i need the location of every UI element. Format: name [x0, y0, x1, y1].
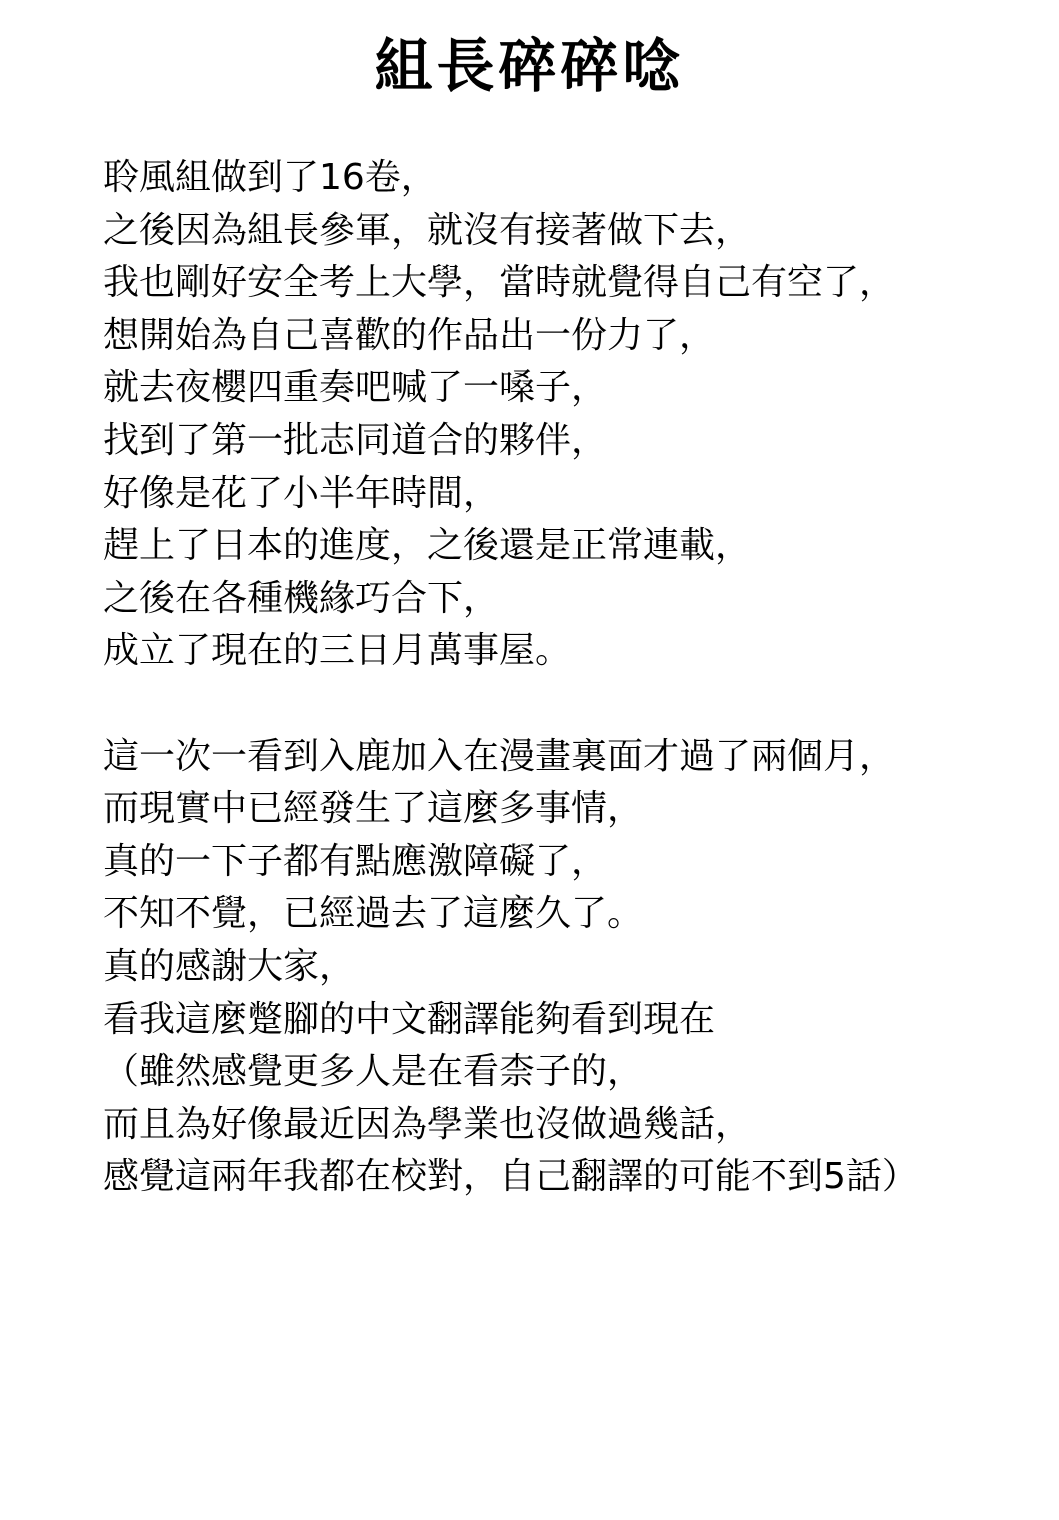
text-line: 而且為好像最近因為學業也沒做過幾話， [103, 1103, 752, 1145]
text-line: 感覺這兩年我都在校對，自己翻譯的可能不到5話） [103, 1156, 918, 1198]
text-line: 之後因為組長參軍，就沒有接著做下去， [103, 209, 752, 251]
text-line: 這一次一看到入鹿加入在漫畫裏面才過了兩個月， [103, 735, 896, 777]
paragraph-2 [103, 731, 1053, 1204]
text-line: 看我這麼蹩腳的中文翻譯能夠看到現在 [103, 998, 716, 1040]
text-line: 聆風組做到了16卷， [103, 157, 437, 198]
text-line: 想開始為自己喜歡的作品出一份力了， [103, 314, 716, 356]
paragraph-1 [103, 152, 1053, 678]
text-line: 真的一下子都有點應激障礙了， [103, 840, 608, 882]
text-line: 趕上了日本的進度，之後還是正常連載， [103, 525, 752, 567]
text-line: 而現實中已經發生了這麼多事情， [103, 788, 644, 830]
text-line: 之後在各種機緣巧合下， [103, 577, 500, 619]
text-line: （雖然感覺更多人是在看柰子的， [103, 1051, 644, 1093]
text-line: 我也剛好安全考上大學，當時就覺得自己有空了， [103, 262, 896, 304]
text-line: 不知不覺，已經過去了這麼久了。 [103, 893, 644, 935]
text-line: 真的感謝大家， [103, 945, 356, 987]
text-line: 好像是花了小半年時間， [103, 472, 500, 514]
body-text [103, 152, 1053, 1204]
text-line: 找到了第一批志同道合的夥伴， [103, 419, 608, 461]
text-line: 成立了現在的三日月萬事屋。 [103, 630, 572, 672]
page-title: 組長碎碎唸 [374, 32, 685, 100]
text-line: 就去夜櫻四重奏吧喊了一嗓子， [103, 367, 608, 409]
